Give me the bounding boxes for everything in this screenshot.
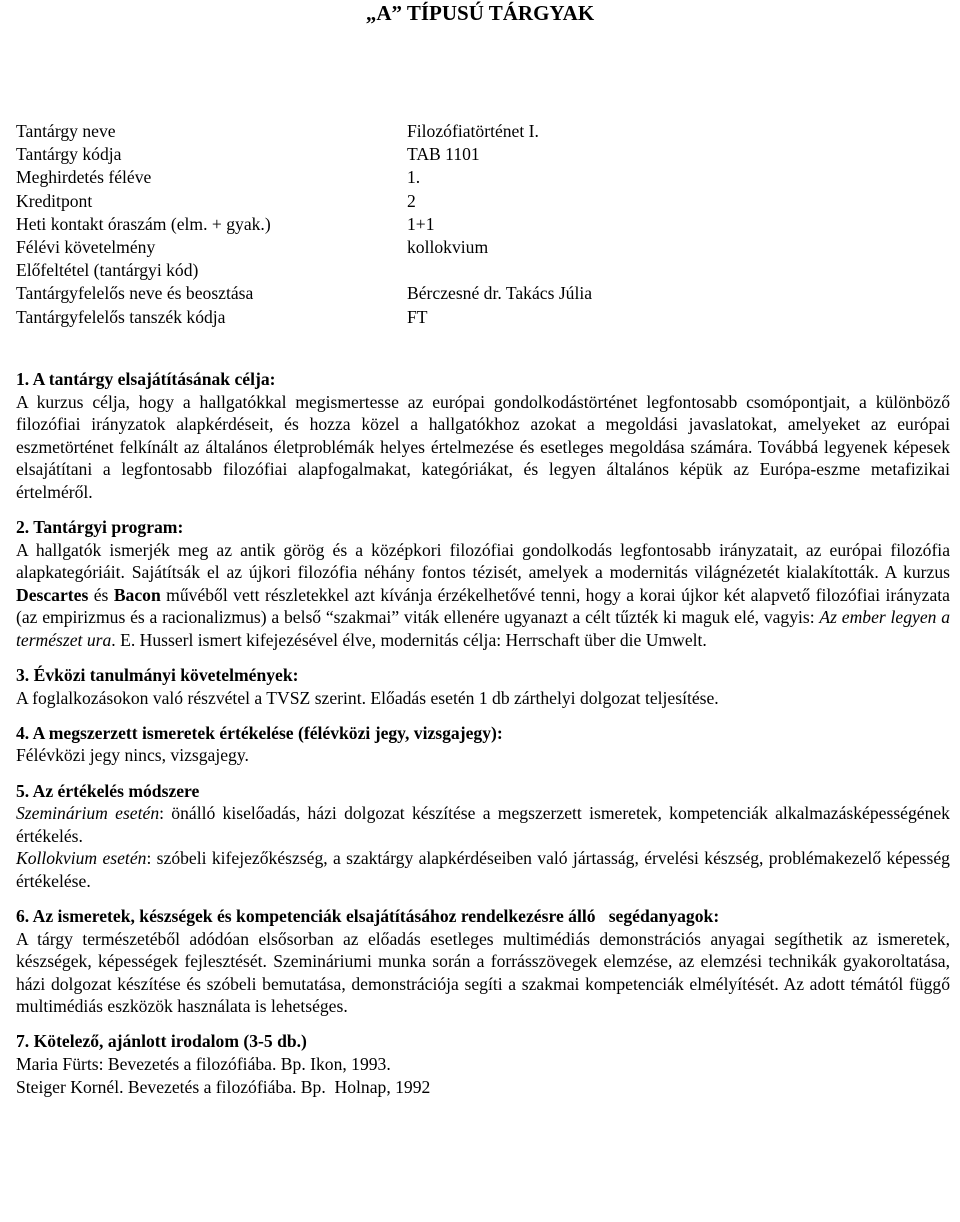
text-run: és (88, 584, 114, 605)
section-goal (16, 368, 950, 504)
info-value: 1+1 (407, 213, 435, 234)
document-body (16, 368, 950, 1111)
info-value: TAB 1101 (407, 144, 480, 165)
info-label: Előfeltétel (tantárgyi kód) (16, 260, 199, 281)
section-text (16, 802, 950, 847)
document-title: „A” TÍPUSÚ TÁRGYAK (365, 1, 595, 25)
text-run: : szóbeli kifejezőkészség, a szaktárgy alapkérdéseiben való jártasság, érvelési készség, problémakezelő képesség értékelése. (16, 848, 950, 891)
info-row (16, 213, 946, 236)
section-text: A kurzus célja, hogy a hallgatókkal megismertesse az európai gondolkodástörténet legfontosabb csomópontjait, a különböző filozófiai irányzatok alapkérdéseit, és hozza közel a hallgatókhoz azokat a megoldási javaslatokat, amelyeket az európai eszmetörténet felkínált az általános életproblémák helyes értelmezése és esetleges megoldása számára. Továbbá legyenek képesek elsajátítani a legfontosabb filozófiai alapfogalmakat, kategóriákat, és legyen általános képük az Európa-eszme metafizikai értelméről. (16, 391, 950, 502)
info-row (16, 190, 946, 213)
course-info-table (16, 120, 946, 329)
section-text: A foglalkozásokon való részvétel a TVSZ szerint. Előadás esetén 1 db zárthelyi dolgozat teljesítése. (16, 687, 719, 708)
info-label: Tantárgyfelelős tanszék kódja (16, 306, 226, 327)
info-value: Bérczesné dr. Takács Júlia (407, 283, 593, 304)
literature-item: Steiger Kornél. Bevezetés a filozófiába. Bp. Holnap, 1992 (16, 1076, 431, 1097)
info-value: Filozófiatörténet I. (407, 121, 539, 141)
author-name: Descartes (16, 584, 89, 605)
section-heading: 5. Az értékelés módszere (16, 780, 200, 801)
section-heading: 6. Az ismeretek, készségek és kompetenciák elsajátításához rendelkezésre álló segédanyagok: (16, 905, 720, 926)
author-name: Bacon (113, 584, 161, 605)
section-materials (16, 905, 950, 1018)
info-label: Meghirdetés féléve (16, 167, 152, 188)
section-text (16, 539, 950, 652)
info-value: kollokvium (407, 236, 489, 257)
text-run: : önálló kiselőadás, házi dolgozat készítése a megszerzett ismeretek, kompetenciák alkalmazásképességének értékelés. (16, 803, 950, 846)
section-assessment (16, 722, 950, 767)
info-row (16, 120, 946, 143)
info-row (16, 259, 946, 282)
info-label: Tantárgy neve (16, 121, 116, 141)
info-value: FT (407, 306, 428, 327)
info-row (16, 166, 946, 189)
info-label: Tantárgyfelelős neve és beosztása (16, 283, 254, 304)
info-label: Tantárgy kódja (16, 144, 122, 165)
term-label: Kollokvium esetén (16, 848, 147, 869)
info-value (407, 259, 946, 282)
section-heading: 4. A megszerzett ismeretek értékelése (félévközi jegy, vizsgajegy): (16, 722, 503, 743)
section-program (16, 516, 950, 652)
info-label: Félévi követelmény (16, 236, 156, 257)
info-row (16, 236, 946, 259)
info-row (16, 306, 946, 329)
term-label: Szeminárium esetén (16, 803, 160, 824)
section-text: A tárgy természetéből adódóan elsősorban az előadás esetleges multimédiás demonstrációs anyagai segíthetik az ismeretek, készségek, képességek fejlesztését. Szemináriumi munka során a forrásszövegek elemzése, az elemzési technikák gyakoroltatása, házi dolgozat készítése és szóbeli bemutatása, demonstrációja segíti a szakmai kompetenciák elmélyítését. Az adott témától függő multimédiás eszközök használata is lehetséges. (16, 928, 950, 1017)
section-text: Félévközi jegy nincs, vizsgajegy. (16, 745, 249, 766)
info-value: 2 (407, 190, 416, 211)
section-heading: 7. Kötelező, ajánlott irodalom (3-5 db.) (16, 1031, 307, 1052)
info-value: 1. (407, 167, 421, 188)
section-literature (16, 1030, 950, 1098)
quote-text: Az ember legyen a természet ura (16, 607, 950, 651)
info-label: Heti kontakt óraszám (elm. + gyak.) (16, 213, 271, 234)
info-label: Kreditpont (16, 190, 93, 211)
section-evaluation-method (16, 780, 950, 893)
info-row (16, 282, 946, 305)
text-run: művéből vett részletekkel azt kívánja érzékelhetővé tenni, hogy a korai újkor két alapvető filozófiai irányzata (az empirizmus és a racionalizmus) a belső “szakmai” viták ellenére ugyanazt a célt tűzték ki maguk elé, vagyis: (16, 584, 950, 628)
section-heading: 1. A tantárgy elsajátításának célja: (16, 369, 276, 389)
info-row (16, 143, 946, 166)
section-heading: 2. Tantárgyi program: (16, 517, 184, 538)
text-run: . E. Husserl ismert kifejezésével élve, modernitás célja: Herrschaft über die Umwelt. (111, 630, 707, 651)
literature-item: Maria Fürts: Bevezetés a filozófiába. Bp. Ikon, 1993. (16, 1054, 391, 1075)
text-run: A hallgatók ismerjék meg az antik görög és a középkori filozófiai gondolkodás legfontosabb irányzatait, az európai filozófia alapkategóriáit. Sajátítsák el az újkori filozófia néhány fontos tézisét, amelyek a modernitás világnézetét kialakították. A kurzus (16, 539, 950, 583)
section-heading: 3. Évközi tanulmányi követelmények: (16, 665, 299, 686)
section-text (16, 847, 950, 892)
section-requirements (16, 664, 950, 709)
